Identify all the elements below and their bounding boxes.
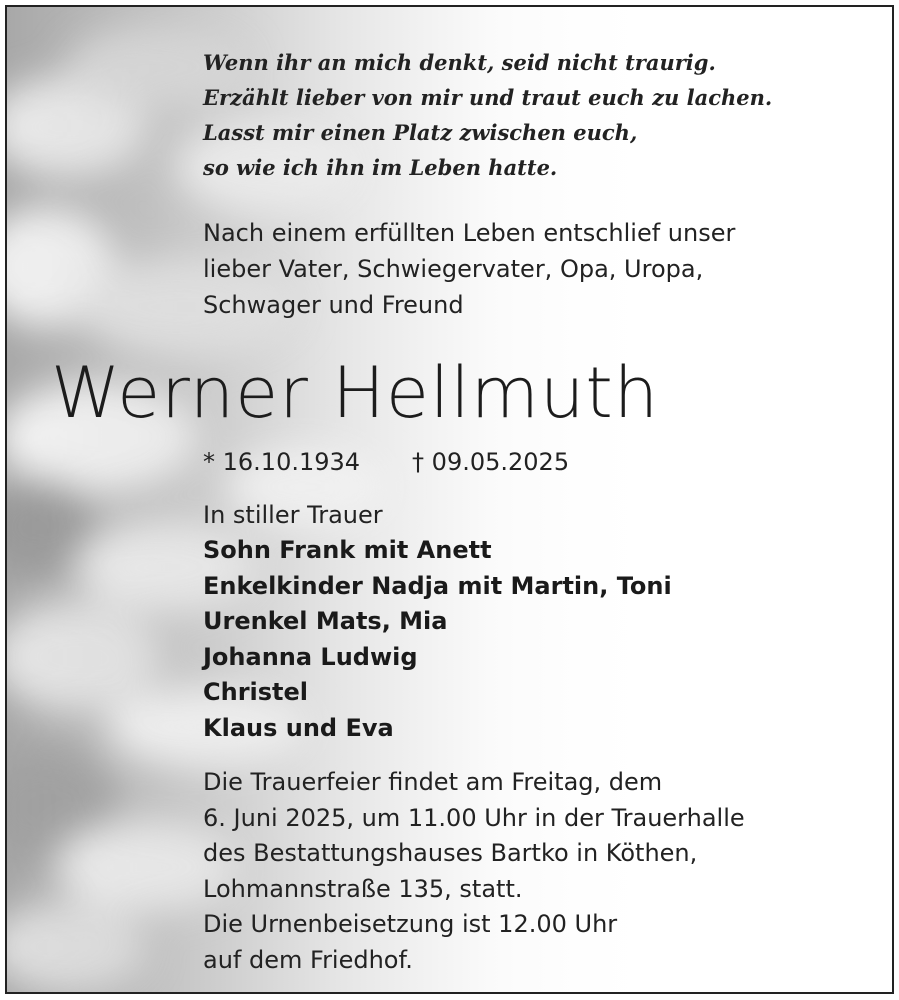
mourners-list — [203, 533, 672, 746]
poem-line: Wenn ihr an mich denkt, seid nicht traurig. — [203, 50, 716, 75]
ceremony-line: Die Urnenbeisetzung ist 12.00 Uhr — [203, 910, 618, 938]
poem-line: Erzählt lieber von mir und traut euch zu lachen. — [203, 85, 773, 110]
poem-line: so wie ich ihn im Leben hatte. — [203, 155, 558, 180]
ceremony-line: Die Trauerfeier findet am Freitag, dem — [203, 768, 663, 796]
life-dates — [203, 445, 569, 479]
mourner: Christel — [203, 678, 309, 706]
poem-line: Lasst mir einen Platz zwischen euch, — [203, 120, 638, 145]
mourning-label: In stiller Trauer — [203, 501, 383, 529]
ceremony-line: 6. Juni 2025, um 11.00 Uhr in der Trauerhalle — [203, 803, 745, 832]
mourner: Urenkel Mats, Mia — [203, 607, 448, 635]
poem — [203, 45, 772, 185]
birth-date: * 16.10.1934 — [203, 448, 361, 476]
intro-text — [203, 215, 735, 323]
mourner: Klaus und Eva — [203, 713, 394, 742]
intro-line: lieber Vater, Schwiegervater, Opa, Uropa, — [203, 255, 704, 283]
death-date: † 09.05.2025 — [412, 448, 570, 476]
mourner: Sohn Frank mit Anett — [203, 536, 492, 564]
ceremony-line: auf dem Friedhof. — [203, 945, 413, 974]
deceased-name: Werner Hellmuth — [51, 352, 660, 434]
intro-line: Schwager und Freund — [203, 291, 464, 319]
mourner: Enkelkinder Nadja mit Martin, Toni — [203, 571, 672, 600]
mourner: Johanna Ludwig — [203, 642, 418, 671]
ceremony-line: des Bestattungshauses Bartko in Köthen, — [203, 839, 698, 867]
ceremony-info — [203, 765, 745, 978]
intro-line: Nach einem erfüllten Leben entschlief unser — [203, 219, 736, 247]
obituary-card — [5, 5, 894, 994]
ceremony-line: Lohmannstraße 135, statt. — [203, 874, 523, 903]
